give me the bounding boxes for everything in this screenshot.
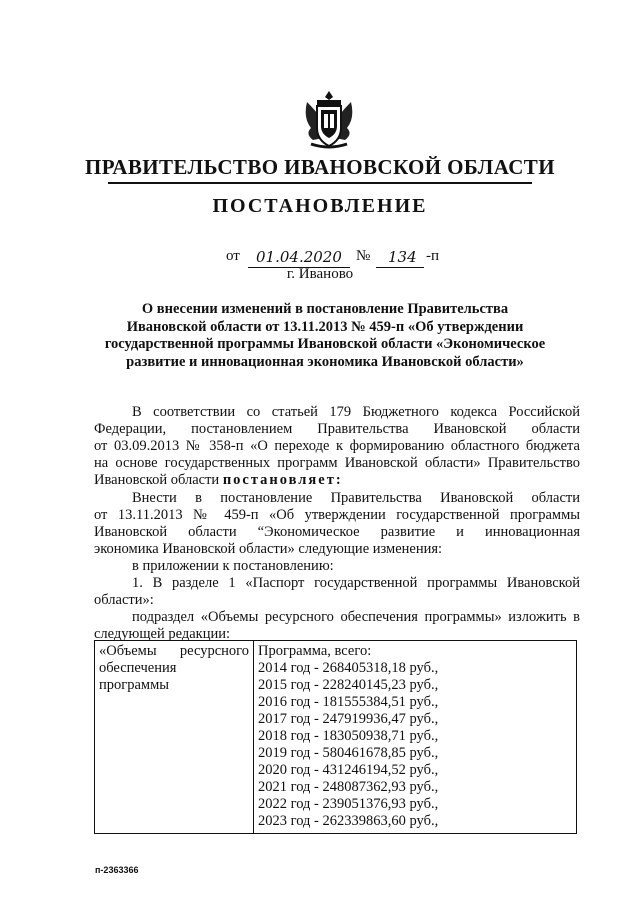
government-title: ПРАВИТЕЛЬСТВО ИВАНОВСКОЙ ОБЛАСТИ — [85, 155, 555, 179]
document-subject — [95, 301, 555, 371]
subject-line: развитие и инновационная экономика Ивановской области» — [126, 353, 524, 370]
text-line: подраздел «Объемы ресурсного обеспечения программы» изложить в — [132, 609, 580, 625]
text-line: в приложении к постановлению: — [132, 558, 334, 574]
cell-line: «Объемы ресурсного — [99, 643, 249, 659]
funding-row: 2018 год - 183050938,71 руб., — [258, 728, 439, 744]
cell-line: Программа, всего: — [258, 643, 372, 659]
table-label-cell — [95, 641, 254, 834]
text-line: от 13.11.2013 № 459-п «Об утверждении государственной программы — [94, 507, 580, 523]
text-line: Внести в постановление Правительства Ивановской области — [132, 490, 580, 506]
funding-row: 2017 год - 247919936,47 руб., — [258, 711, 439, 727]
text-line — [94, 472, 580, 489]
cell-line: обеспечения — [99, 660, 177, 676]
city: г. Иваново — [286, 266, 354, 282]
funding-row: 2023 год - 262339863,60 руб., — [258, 813, 439, 829]
body-paragraph-1 — [94, 404, 580, 489]
text-line: Ивановской области “Экономическое развитие и инновационная — [94, 524, 580, 540]
number-label: № — [356, 248, 371, 264]
funding-row: 2015 год - 228240145,23 руб., — [258, 677, 439, 693]
subject-line: государственной программы Ивановской области «Экономическое — [104, 336, 546, 352]
document-type: ПОСТАНОВЛЕНИЕ — [212, 195, 428, 217]
from-label: от — [226, 248, 240, 264]
text-line: следующей редакции: — [94, 626, 231, 642]
resolves-word: постановляет: — [222, 472, 343, 488]
table-row — [95, 641, 577, 834]
coat-of-arms-icon — [297, 88, 361, 152]
text-line: области»: — [94, 592, 154, 608]
body-paragraph-2 — [94, 490, 580, 643]
funding-row: 2022 год - 239051376,93 руб., — [258, 796, 439, 812]
funding-row: 2016 год - 181555384,51 руб., — [258, 694, 439, 710]
text-line: Федерации, постановлением Правительства Ивановской области — [94, 421, 580, 437]
funding-row: 2020 год - 431246194,52 руб., — [258, 762, 439, 778]
handwritten-date: 01.04.2020 — [256, 248, 342, 266]
text-line: 1. В разделе 1 «Паспорт государственной программы Ивановской — [132, 575, 580, 591]
text-fragment: Ивановской области — [94, 472, 220, 488]
text-line: от 03.09.2013 № 358-п «О переходе к формированию областного бюджета — [94, 438, 580, 454]
text-line: В соответствии со статьей 179 Бюджетного кодекса Российской — [132, 404, 580, 420]
subject-line: Ивановской области от 13.11.2013 № 459-п «Об утверждении — [126, 318, 524, 335]
handwritten-number: 134 — [388, 248, 417, 266]
title-underline — [108, 182, 532, 184]
text-line: экономика Ивановской области» следующие изменения: — [94, 541, 443, 557]
resources-table — [94, 640, 577, 834]
subject-line: О внесении изменений в постановление Правительства — [141, 301, 509, 317]
funding-row: 2019 год - 580461678,85 руб., — [258, 745, 439, 761]
funding-row: 2014 год - 268405318,18 руб., — [258, 660, 439, 676]
funding-row: 2021 год - 248087362,93 руб., — [258, 779, 439, 795]
table-values-cell — [254, 641, 577, 834]
number-suffix: -п — [426, 248, 440, 264]
text-line: на основе государственных программ Ивановской области» Правительство — [94, 455, 580, 471]
footer-code: п-2363366 — [95, 865, 139, 875]
cell-line: программы — [99, 677, 169, 693]
